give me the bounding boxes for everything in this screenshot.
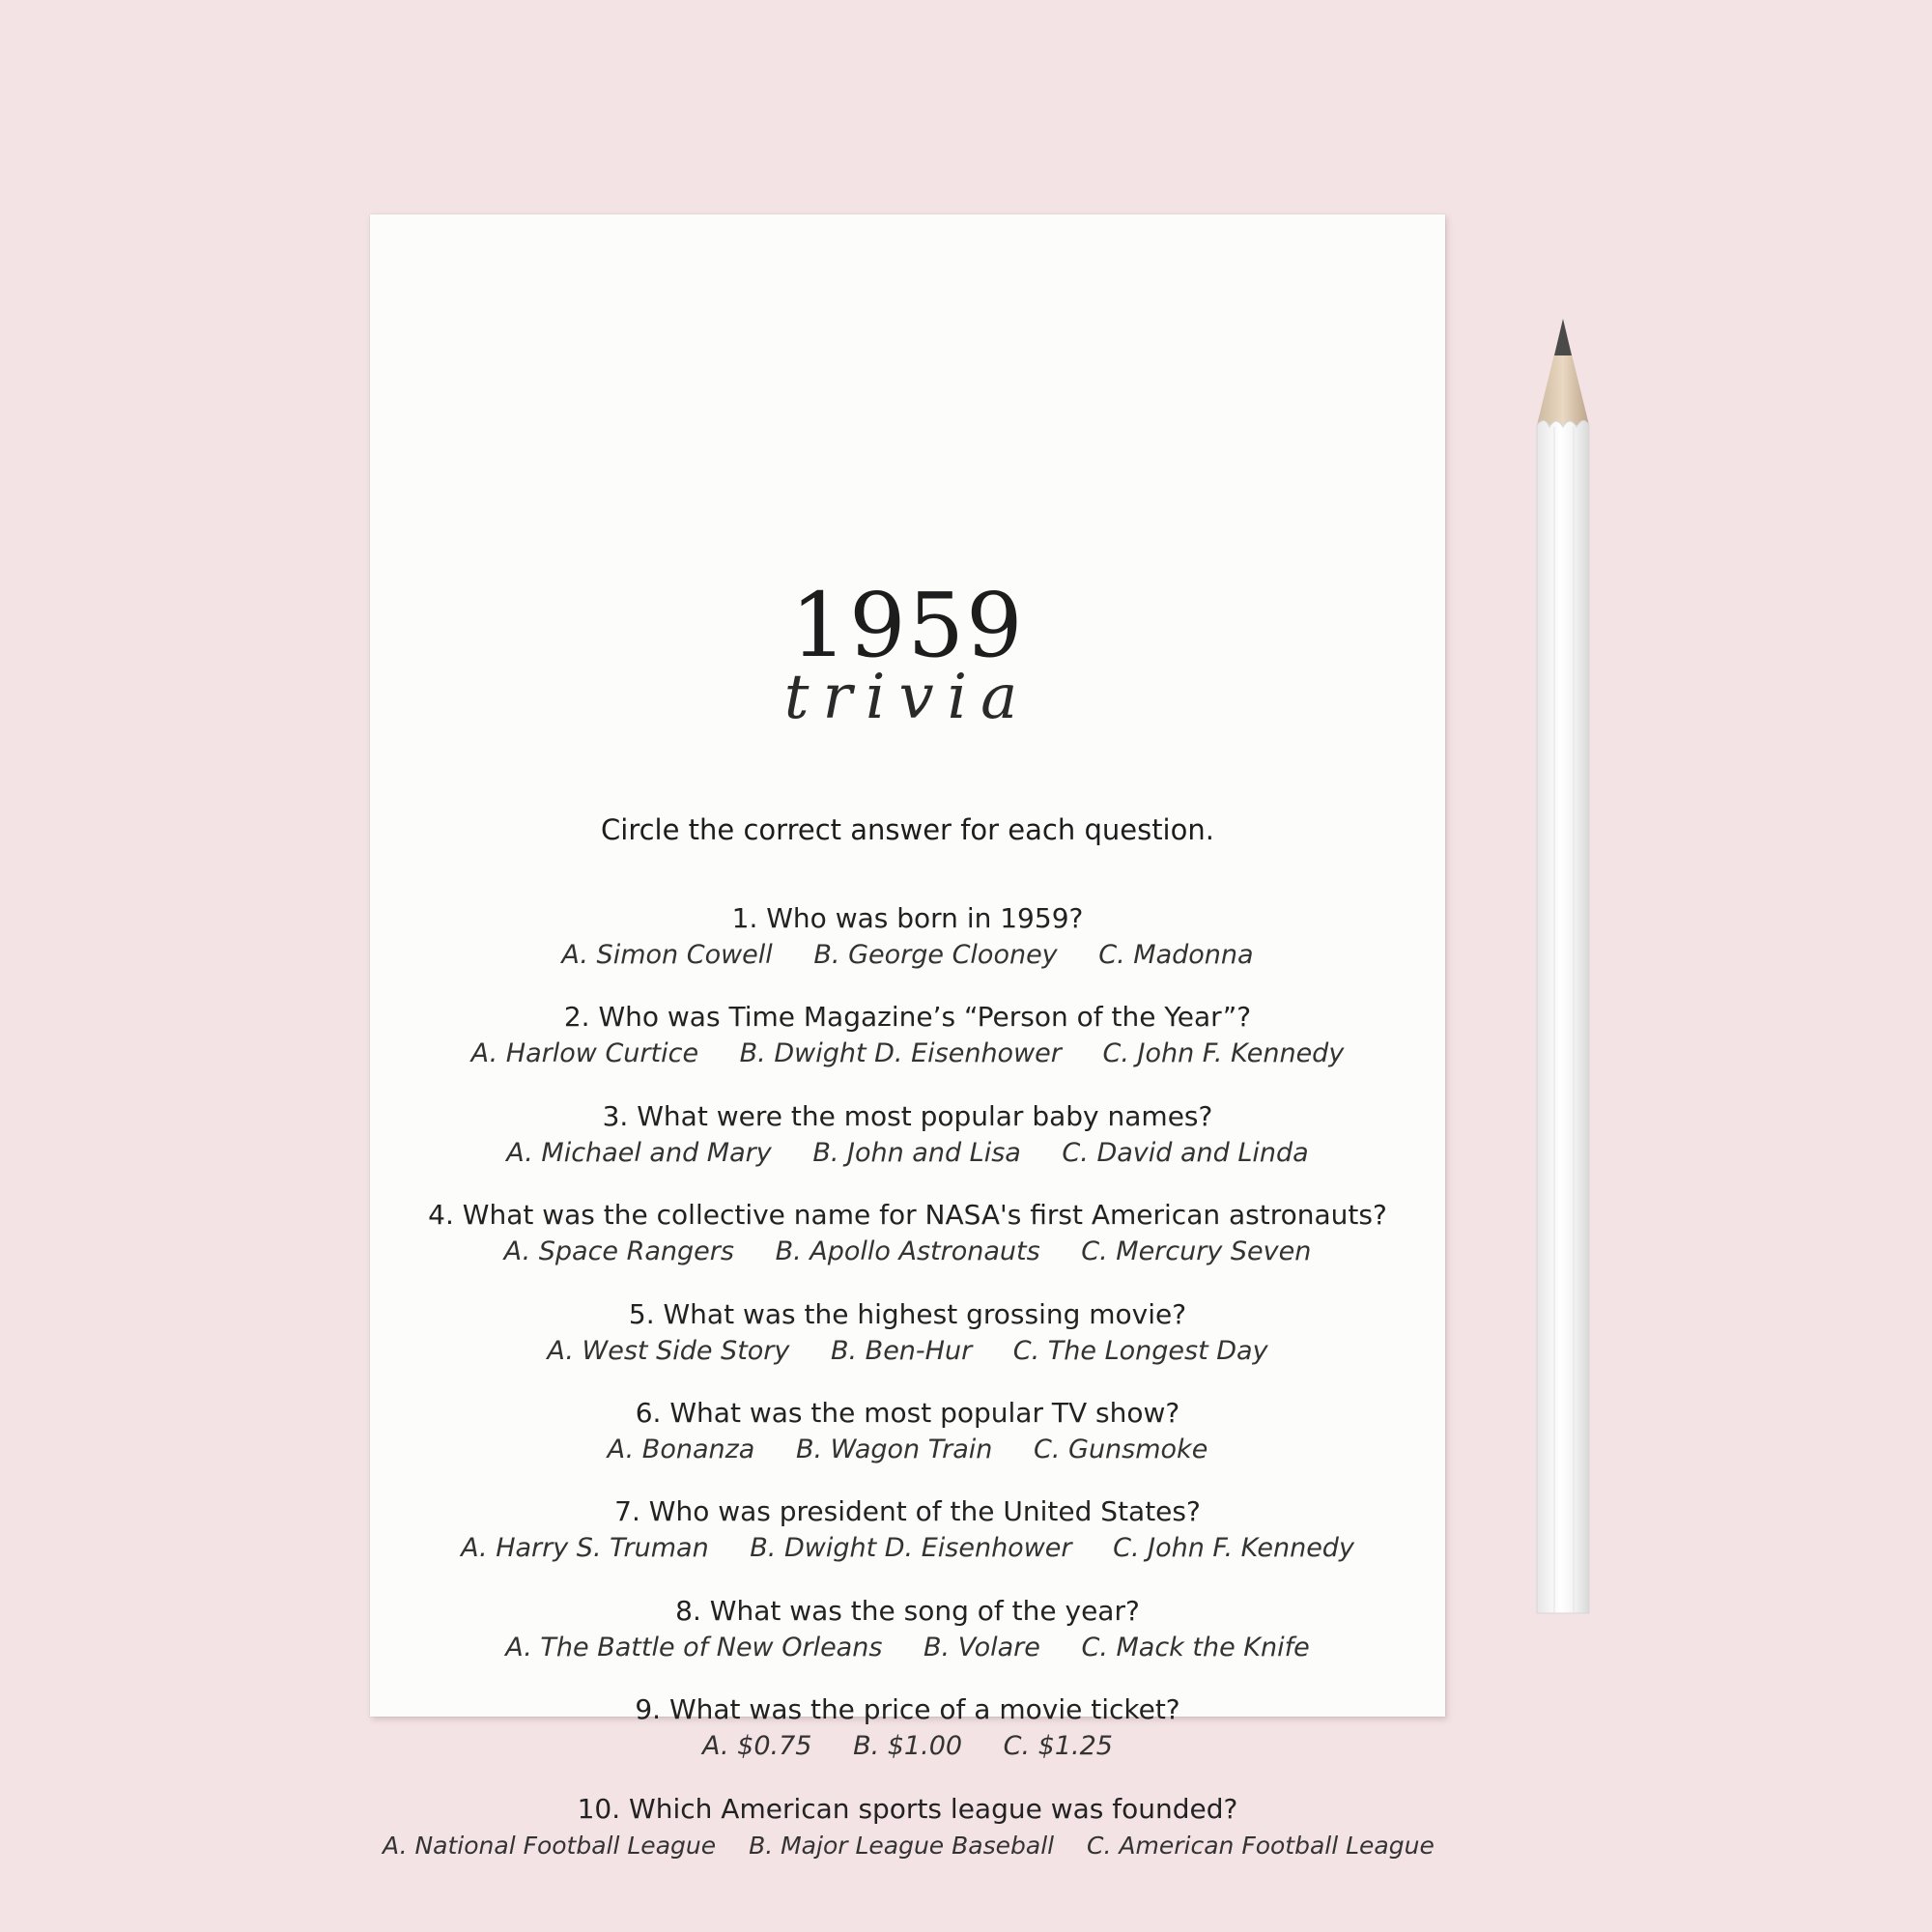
- sheet-script-word: trivia: [783, 662, 1032, 733]
- question-text: 2. Who was Time Magazine’s “Person of the Year”?: [563, 1001, 1252, 1034]
- question-text: 5. What was the highest grossing movie?: [628, 1297, 1187, 1330]
- answer-options: [370, 1432, 1445, 1468]
- answer-option-c[interactable]: C. Mercury Seven: [1081, 1236, 1312, 1267]
- answer-option-c[interactable]: C. Mack the Knife: [1081, 1632, 1310, 1662]
- question-item: [370, 1791, 1445, 1889]
- question-item: [370, 1493, 1445, 1592]
- answer-options: [370, 1828, 1445, 1864]
- question-item: [370, 1296, 1445, 1395]
- question-item: [370, 1691, 1445, 1790]
- question-item: [370, 1197, 1445, 1295]
- answer-option-a[interactable]: A. $0.75: [702, 1731, 812, 1762]
- answer-option-c[interactable]: C. American Football League: [1087, 1831, 1435, 1860]
- question-text: 3. What were the most popular baby names?: [602, 1099, 1213, 1132]
- question-list: [370, 900, 1445, 1889]
- sheet-year-title: 1959: [790, 574, 1025, 677]
- answer-option-a[interactable]: A. Michael and Mary: [506, 1137, 772, 1168]
- answer-option-a[interactable]: A. West Side Story: [547, 1335, 790, 1366]
- pencil-image: [1535, 319, 1591, 1623]
- answer-options: [370, 1036, 1445, 1072]
- question-item: [370, 1395, 1445, 1493]
- answer-option-a[interactable]: A. Harry S. Truman: [461, 1533, 709, 1564]
- trivia-sheet: [370, 214, 1445, 1860]
- answer-option-a[interactable]: A. National Football League: [383, 1831, 717, 1860]
- answer-option-b[interactable]: B. Dwight D. Eisenhower: [750, 1533, 1072, 1564]
- answer-options: [370, 1135, 1445, 1172]
- question-text: 6. What was the most popular TV show?: [635, 1396, 1180, 1429]
- answer-option-a[interactable]: A. Space Rangers: [503, 1236, 734, 1267]
- answer-option-a[interactable]: A. Harlow Curtice: [470, 1038, 699, 1069]
- question-item: [370, 999, 1445, 1097]
- answer-option-b[interactable]: B. John and Lisa: [812, 1137, 1021, 1168]
- answer-option-c[interactable]: C. Madonna: [1098, 940, 1254, 970]
- answer-option-b[interactable]: B. Volare: [923, 1632, 1040, 1662]
- question-text: 1. Who was born in 1959?: [731, 902, 1084, 934]
- question-text: 8. What was the song of the year?: [675, 1594, 1140, 1627]
- answer-option-b[interactable]: B. Major League Baseball: [749, 1831, 1055, 1860]
- question-item: [370, 1593, 1445, 1691]
- answer-options: [370, 1630, 1445, 1666]
- answer-option-b[interactable]: B. Apollo Astronauts: [775, 1236, 1040, 1267]
- answer-option-c[interactable]: C. John F. Kennedy: [1102, 1038, 1345, 1069]
- answer-option-b[interactable]: B. Wagon Train: [795, 1434, 993, 1464]
- answer-option-c[interactable]: C. $1.25: [1003, 1731, 1113, 1762]
- answer-option-b[interactable]: B. $1.00: [853, 1731, 963, 1762]
- answer-option-c[interactable]: C. John F. Kennedy: [1113, 1533, 1354, 1564]
- question-text: 7. Who was president of the United States?: [614, 1495, 1201, 1528]
- answer-options: [370, 1333, 1445, 1370]
- answer-option-a[interactable]: A. Bonanza: [607, 1434, 755, 1464]
- question-text: 10. Which American sports league was founded?: [577, 1792, 1238, 1825]
- answer-options: [370, 1234, 1445, 1270]
- sheet-instructions: Circle the correct answer for each question.: [601, 813, 1214, 846]
- answer-option-c[interactable]: C. The Longest Day: [1012, 1335, 1268, 1366]
- question-text: 9. What was the price of a movie ticket?: [635, 1693, 1180, 1726]
- answer-options: [370, 1728, 1445, 1765]
- answer-option-a[interactable]: A. Simon Cowell: [561, 940, 773, 970]
- answer-option-b[interactable]: B. Dwight D. Eisenhower: [739, 1038, 1062, 1069]
- answer-options: [370, 937, 1445, 974]
- answer-option-c[interactable]: C. Gunsmoke: [1034, 1434, 1208, 1464]
- answer-option-b[interactable]: B. George Clooney: [813, 940, 1058, 970]
- answer-option-a[interactable]: A. The Battle of New Orleans: [505, 1632, 883, 1662]
- question-text: 4. What was the collective name for NASA's first American astronauts?: [428, 1199, 1387, 1232]
- question-item: [370, 900, 1445, 999]
- answer-options: [370, 1530, 1445, 1567]
- answer-option-c[interactable]: C. David and Linda: [1062, 1137, 1309, 1168]
- answer-option-b[interactable]: B. Ben-Hur: [830, 1335, 973, 1366]
- question-item: [370, 1098, 1445, 1197]
